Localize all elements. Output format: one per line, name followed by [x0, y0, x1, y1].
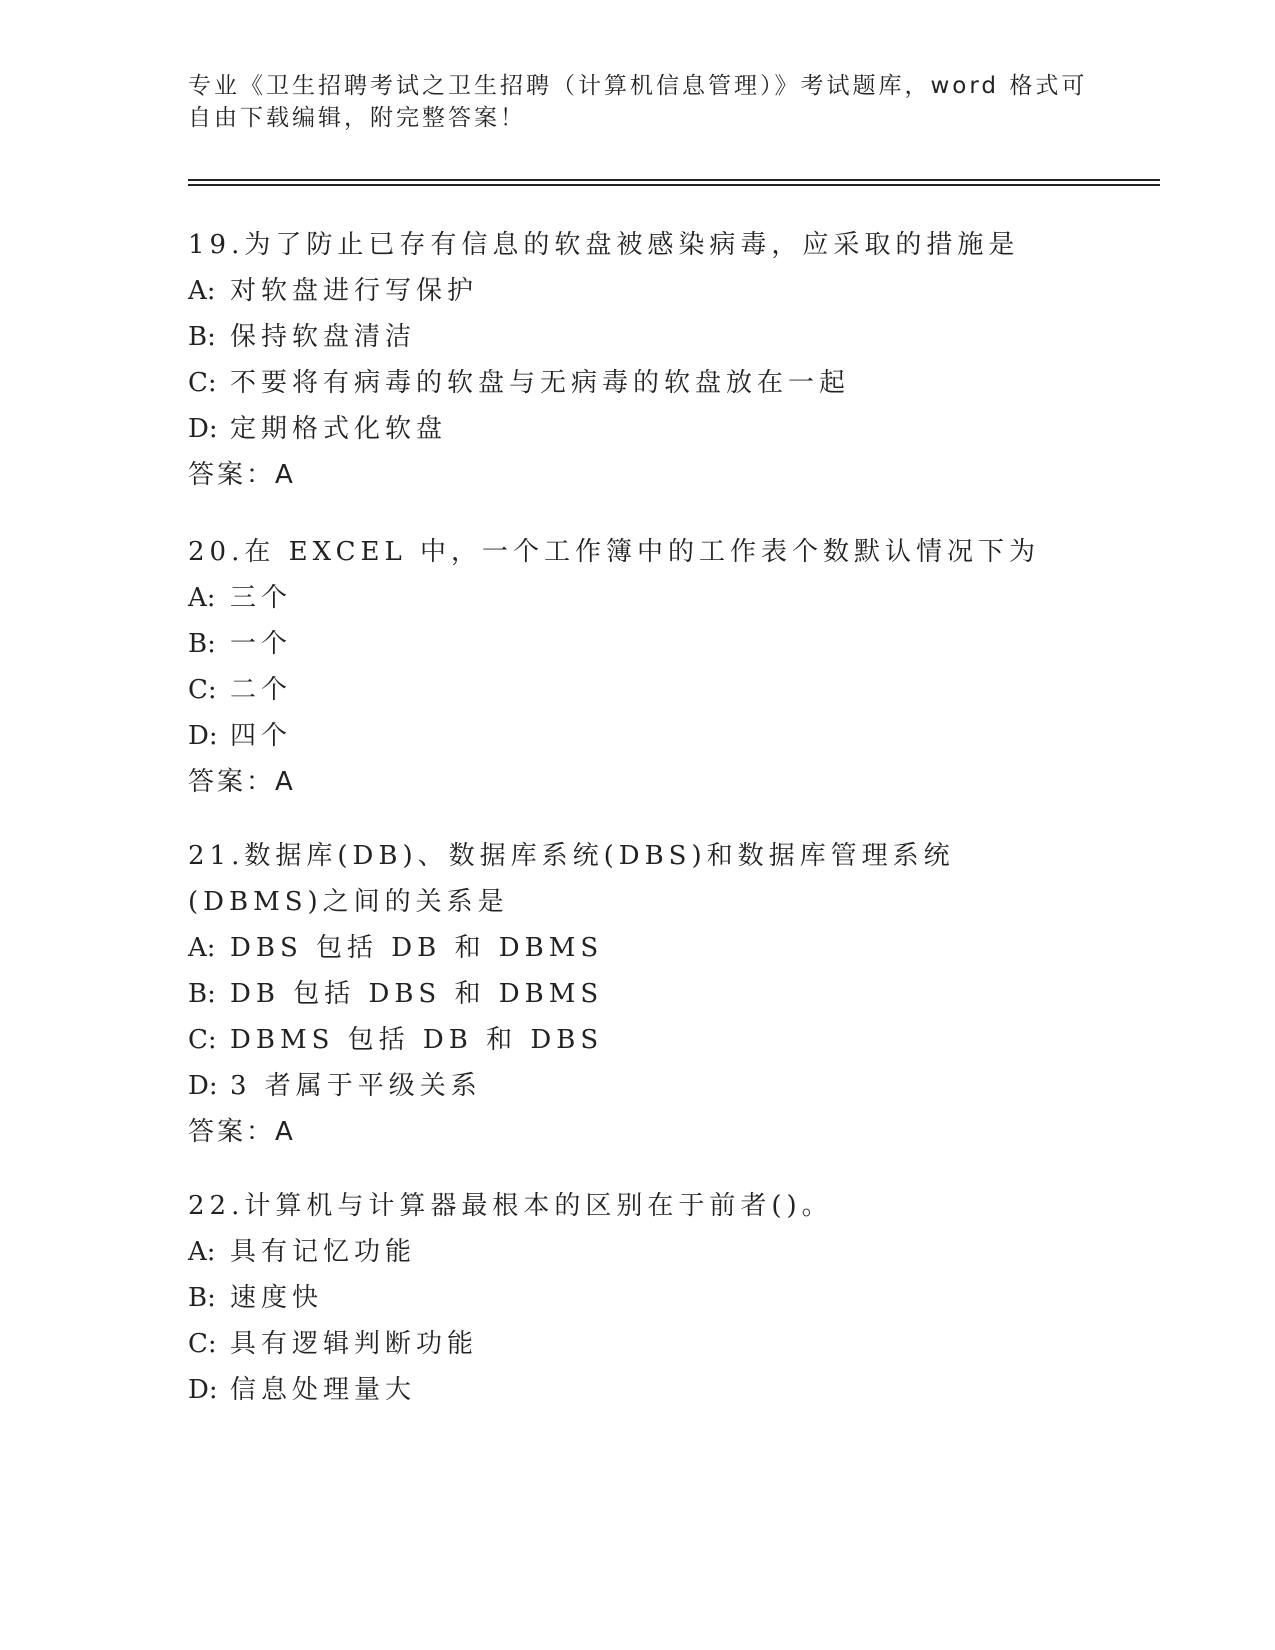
option-text: 3 者属于平级关系 — [230, 1071, 482, 1101]
question-stem: 22.计算机与计算器最根本的区别在于前者()。 — [188, 1191, 833, 1221]
option-d — [188, 713, 1088, 759]
option-b — [188, 971, 1048, 1017]
option-d — [188, 1367, 1088, 1413]
option-letter: B: — [188, 629, 216, 659]
option-text: 速度快 — [230, 1283, 324, 1313]
option-b — [188, 621, 1088, 667]
option-text: DBS 包括 DB 和 DBMS — [230, 933, 604, 963]
answer-line: 答案：A — [188, 460, 296, 490]
option-text: DBMS 包括 DB 和 DBS — [230, 1025, 604, 1055]
question-19 — [188, 222, 1088, 498]
option-c — [188, 1017, 1048, 1063]
option-text: 一个 — [230, 629, 293, 659]
option-b — [188, 1275, 1088, 1321]
option-letter: B: — [188, 1283, 216, 1313]
option-d — [188, 406, 1088, 452]
option-text: 二个 — [230, 675, 293, 705]
option-c — [188, 1321, 1088, 1367]
option-letter: A: — [188, 1237, 216, 1267]
question-20 — [188, 529, 1088, 805]
question-22 — [188, 1183, 1088, 1413]
option-text: 对软盘进行写保护 — [230, 276, 479, 306]
option-d — [188, 1063, 1048, 1109]
option-letter: A: — [188, 933, 216, 963]
option-c — [188, 360, 1088, 406]
option-c — [188, 667, 1088, 713]
option-text: 四个 — [230, 721, 293, 751]
option-a — [188, 575, 1088, 621]
option-letter: C: — [188, 1025, 217, 1055]
option-text: 保持软盘清洁 — [230, 322, 417, 352]
question-stem: 19.为了防止已存有信息的软盘被感染病毒，应采取的措施是 — [188, 230, 1020, 260]
question-stem: 20.在 EXCEL 中，一个工作簿中的工作表个数默认情况下为 — [188, 537, 1041, 567]
option-a — [188, 1229, 1088, 1275]
option-letter: D: — [188, 414, 218, 444]
option-letter: A: — [188, 583, 216, 613]
answer-line: 答案：A — [188, 767, 296, 797]
option-text: 具有记忆功能 — [230, 1237, 417, 1267]
option-text: 具有逻辑判断功能 — [230, 1329, 479, 1359]
option-letter: C: — [188, 675, 217, 705]
option-text: DB 包括 DBS 和 DBMS — [230, 979, 604, 1009]
option-text: 定期格式化软盘 — [230, 414, 448, 444]
option-letter: B: — [188, 979, 216, 1009]
option-a — [188, 268, 1088, 314]
question-stem: 21.数据库(DB)、数据库系统(DBS)和数据库管理系统(DBMS)之间的关系是 — [188, 841, 955, 917]
document-header: 专业《卫生招聘考试之卫生招聘（计算机信息管理）》考试题库，word 格式可自由下载编辑，附完整答案！ — [188, 73, 1088, 131]
option-letter: D: — [188, 1071, 218, 1101]
option-letter: A: — [188, 276, 216, 306]
option-text: 三个 — [230, 583, 293, 613]
option-b — [188, 314, 1088, 360]
header-divider-top — [188, 179, 1160, 181]
option-letter: B: — [188, 322, 216, 352]
option-letter: C: — [188, 368, 217, 398]
header-divider-bottom — [188, 184, 1160, 186]
question-21 — [188, 833, 1048, 1155]
answer-line: 答案：A — [188, 1117, 296, 1147]
option-letter: C: — [188, 1329, 217, 1359]
option-text: 不要将有病毒的软盘与无病毒的软盘放在一起 — [230, 368, 851, 398]
option-letter: D: — [188, 1375, 218, 1405]
option-a — [188, 925, 1048, 971]
option-text: 信息处理量大 — [230, 1375, 417, 1405]
option-letter: D: — [188, 721, 218, 751]
